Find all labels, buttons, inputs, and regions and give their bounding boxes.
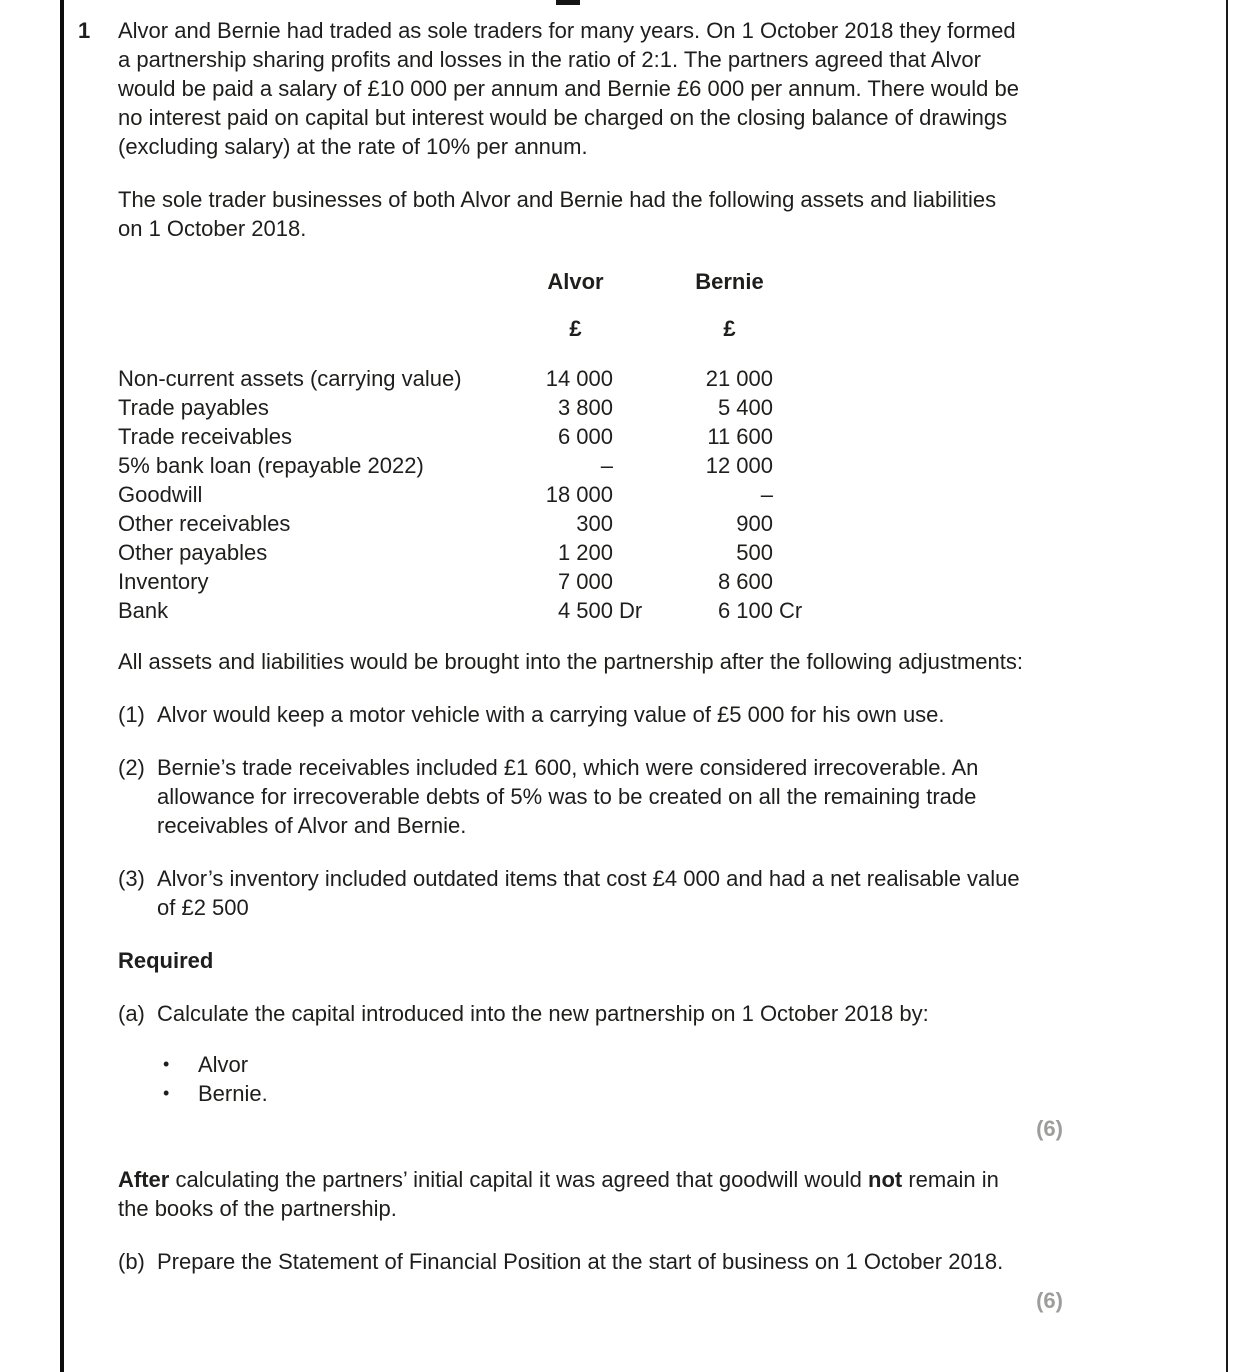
bernie-suffix bbox=[773, 364, 818, 393]
alvor-suffix: Dr bbox=[619, 598, 643, 623]
bullet-item-alvor bbox=[163, 1050, 1023, 1079]
bernie-amount: 500 bbox=[736, 540, 773, 565]
alvor-suffix bbox=[613, 422, 658, 451]
alvor-suffix bbox=[613, 538, 658, 567]
row-label: 5% bank loan (repayable 2022) bbox=[118, 453, 424, 478]
alvor-amount: 300 bbox=[576, 511, 613, 536]
bernie-suffix bbox=[773, 538, 818, 567]
alvor-amount: 6 000 bbox=[557, 424, 613, 449]
part-letter: (b) bbox=[118, 1249, 145, 1274]
part-a bbox=[118, 999, 1023, 1028]
table-row bbox=[118, 509, 1023, 538]
assets-liabilities-table bbox=[118, 267, 1023, 625]
adjustments-intro: All assets and liabilities would be brought into the partnership after the following adjustments: bbox=[118, 649, 1023, 674]
alvor-amount: 7 000 bbox=[557, 569, 613, 594]
part-b-text: Prepare the Statement of Financial Position at the start of business on 1 October 2018. bbox=[157, 1249, 1004, 1274]
bernie-amount: 12 000 bbox=[705, 453, 773, 478]
bernie-amount: 5 400 bbox=[717, 395, 773, 420]
alvor-amount: 3 800 bbox=[557, 395, 613, 420]
row-label: Goodwill bbox=[118, 482, 203, 507]
alvor-amount: 1 200 bbox=[557, 540, 613, 565]
table-row bbox=[118, 596, 1023, 625]
table-row bbox=[118, 422, 1023, 451]
column-header-bernie: Bernie bbox=[695, 269, 764, 294]
alvor-amount: 18 000 bbox=[545, 482, 613, 507]
required-heading: Required bbox=[118, 948, 214, 973]
row-label: Non-current assets (carrying value) bbox=[118, 366, 462, 391]
row-label: Trade payables bbox=[118, 395, 269, 420]
column-header-alvor: Alvor bbox=[547, 269, 604, 294]
intro-paragraph-2: The sole trader businesses of both Alvor and Bernie had the following assets and liabilities on 1 October 2018. bbox=[118, 187, 997, 241]
goodwill-note-bold-2: not bbox=[868, 1167, 903, 1192]
alvor-suffix bbox=[613, 567, 658, 596]
bernie-amount: 900 bbox=[736, 511, 773, 536]
table-header-row bbox=[118, 267, 1023, 296]
adjustment-number: (3) bbox=[118, 866, 145, 891]
right-border-rule bbox=[1226, 0, 1228, 1372]
row-label: Other receivables bbox=[118, 511, 291, 536]
table-row bbox=[118, 538, 1023, 567]
bernie-suffix: Cr bbox=[779, 598, 803, 623]
bullet-item-bernie bbox=[163, 1079, 1023, 1108]
bernie-suffix bbox=[773, 393, 818, 422]
alvor-suffix bbox=[613, 364, 658, 393]
adjustment-2 bbox=[118, 753, 1023, 840]
bullet-label: Bernie. bbox=[198, 1081, 268, 1106]
alvor-amount: – bbox=[600, 453, 613, 478]
goodwill-note-text-1: calculating the partners’ initial capital it was agreed that goodwill would bbox=[169, 1167, 869, 1192]
cropped-header-mark bbox=[556, 0, 580, 5]
alvor-suffix bbox=[613, 451, 658, 480]
adjustment-number: (2) bbox=[118, 755, 145, 780]
left-border-rule bbox=[60, 0, 64, 1372]
adjustment-number: (1) bbox=[118, 702, 145, 727]
bullet-icon: • bbox=[163, 1054, 170, 1074]
bernie-amount: 6 100 bbox=[717, 598, 773, 623]
row-label: Inventory bbox=[118, 569, 209, 594]
bernie-amount: 21 000 bbox=[705, 366, 773, 391]
table-row bbox=[118, 364, 1023, 393]
adjustment-text: Alvor’s inventory included outdated items that cost £4 000 and had a net realisable value of £2 500 bbox=[157, 866, 1020, 920]
row-label: Bank bbox=[118, 598, 169, 623]
goodwill-note bbox=[118, 1165, 1023, 1223]
alvor-amount: 4 500 bbox=[557, 598, 613, 623]
table-row bbox=[118, 567, 1023, 596]
bullet-label: Alvor bbox=[198, 1052, 249, 1077]
adjustment-text: Alvor would keep a motor vehicle with a carrying value of £5 000 for his own use. bbox=[157, 702, 945, 727]
alvor-amount: 14 000 bbox=[545, 366, 613, 391]
bullet-icon: • bbox=[163, 1083, 170, 1103]
part-a-text: Calculate the capital introduced into the new partnership on 1 October 2018 by: bbox=[157, 1001, 929, 1026]
adjustment-3 bbox=[118, 864, 1023, 922]
alvor-suffix bbox=[613, 480, 658, 509]
part-b bbox=[118, 1247, 1023, 1276]
table-row bbox=[118, 480, 1023, 509]
table-row bbox=[118, 393, 1023, 422]
currency-bernie: £ bbox=[723, 316, 736, 341]
intro-paragraph-1: Alvor and Bernie had traded as sole traders for many years. On 1 October 2018 they formed a partnership sharing profits and losses in the ratio of 2:1. The partners agreed that Alvor would be paid a salary of £10 000 per annum and Bernie £6 000 per annum. There would be no interest paid on capital but interest would be charged on the closing balance of drawings (excluding salary) at the rate of 10% per annum. bbox=[118, 18, 1019, 159]
bernie-amount: 8 600 bbox=[717, 569, 773, 594]
part-letter: (a) bbox=[118, 1001, 145, 1026]
question-number: 1 bbox=[78, 18, 91, 43]
adjustment-text: Bernie’s trade receivables included £1 600, which were considered irrecoverable. An allowance for irrecoverable debts of 5% was to be created on all the remaining trade receivables of Alvor and Bernie. bbox=[157, 755, 979, 838]
marks-part-a: (6) bbox=[1036, 1116, 1063, 1141]
bernie-amount: 11 600 bbox=[707, 424, 773, 449]
table-row bbox=[118, 451, 1023, 480]
row-label: Other payables bbox=[118, 540, 268, 565]
goodwill-note-text-2: remain in the books of the partnership. bbox=[118, 1167, 999, 1221]
bernie-suffix bbox=[773, 451, 818, 480]
table-currency-row bbox=[118, 314, 1023, 343]
adjustment-1 bbox=[118, 700, 1023, 729]
alvor-suffix bbox=[613, 393, 658, 422]
currency-alvor: £ bbox=[569, 316, 582, 341]
question-1 bbox=[78, 16, 1063, 1315]
bernie-amount: – bbox=[760, 482, 773, 507]
bullet-list bbox=[118, 1050, 1023, 1108]
goodwill-note-bold-1: After bbox=[118, 1167, 170, 1192]
marks-part-b: (6) bbox=[1036, 1288, 1063, 1313]
bernie-suffix bbox=[773, 509, 818, 538]
bernie-suffix bbox=[773, 567, 818, 596]
row-label: Trade receivables bbox=[118, 424, 293, 449]
bernie-suffix bbox=[773, 480, 818, 509]
alvor-suffix bbox=[613, 509, 658, 538]
bernie-suffix bbox=[773, 422, 818, 451]
